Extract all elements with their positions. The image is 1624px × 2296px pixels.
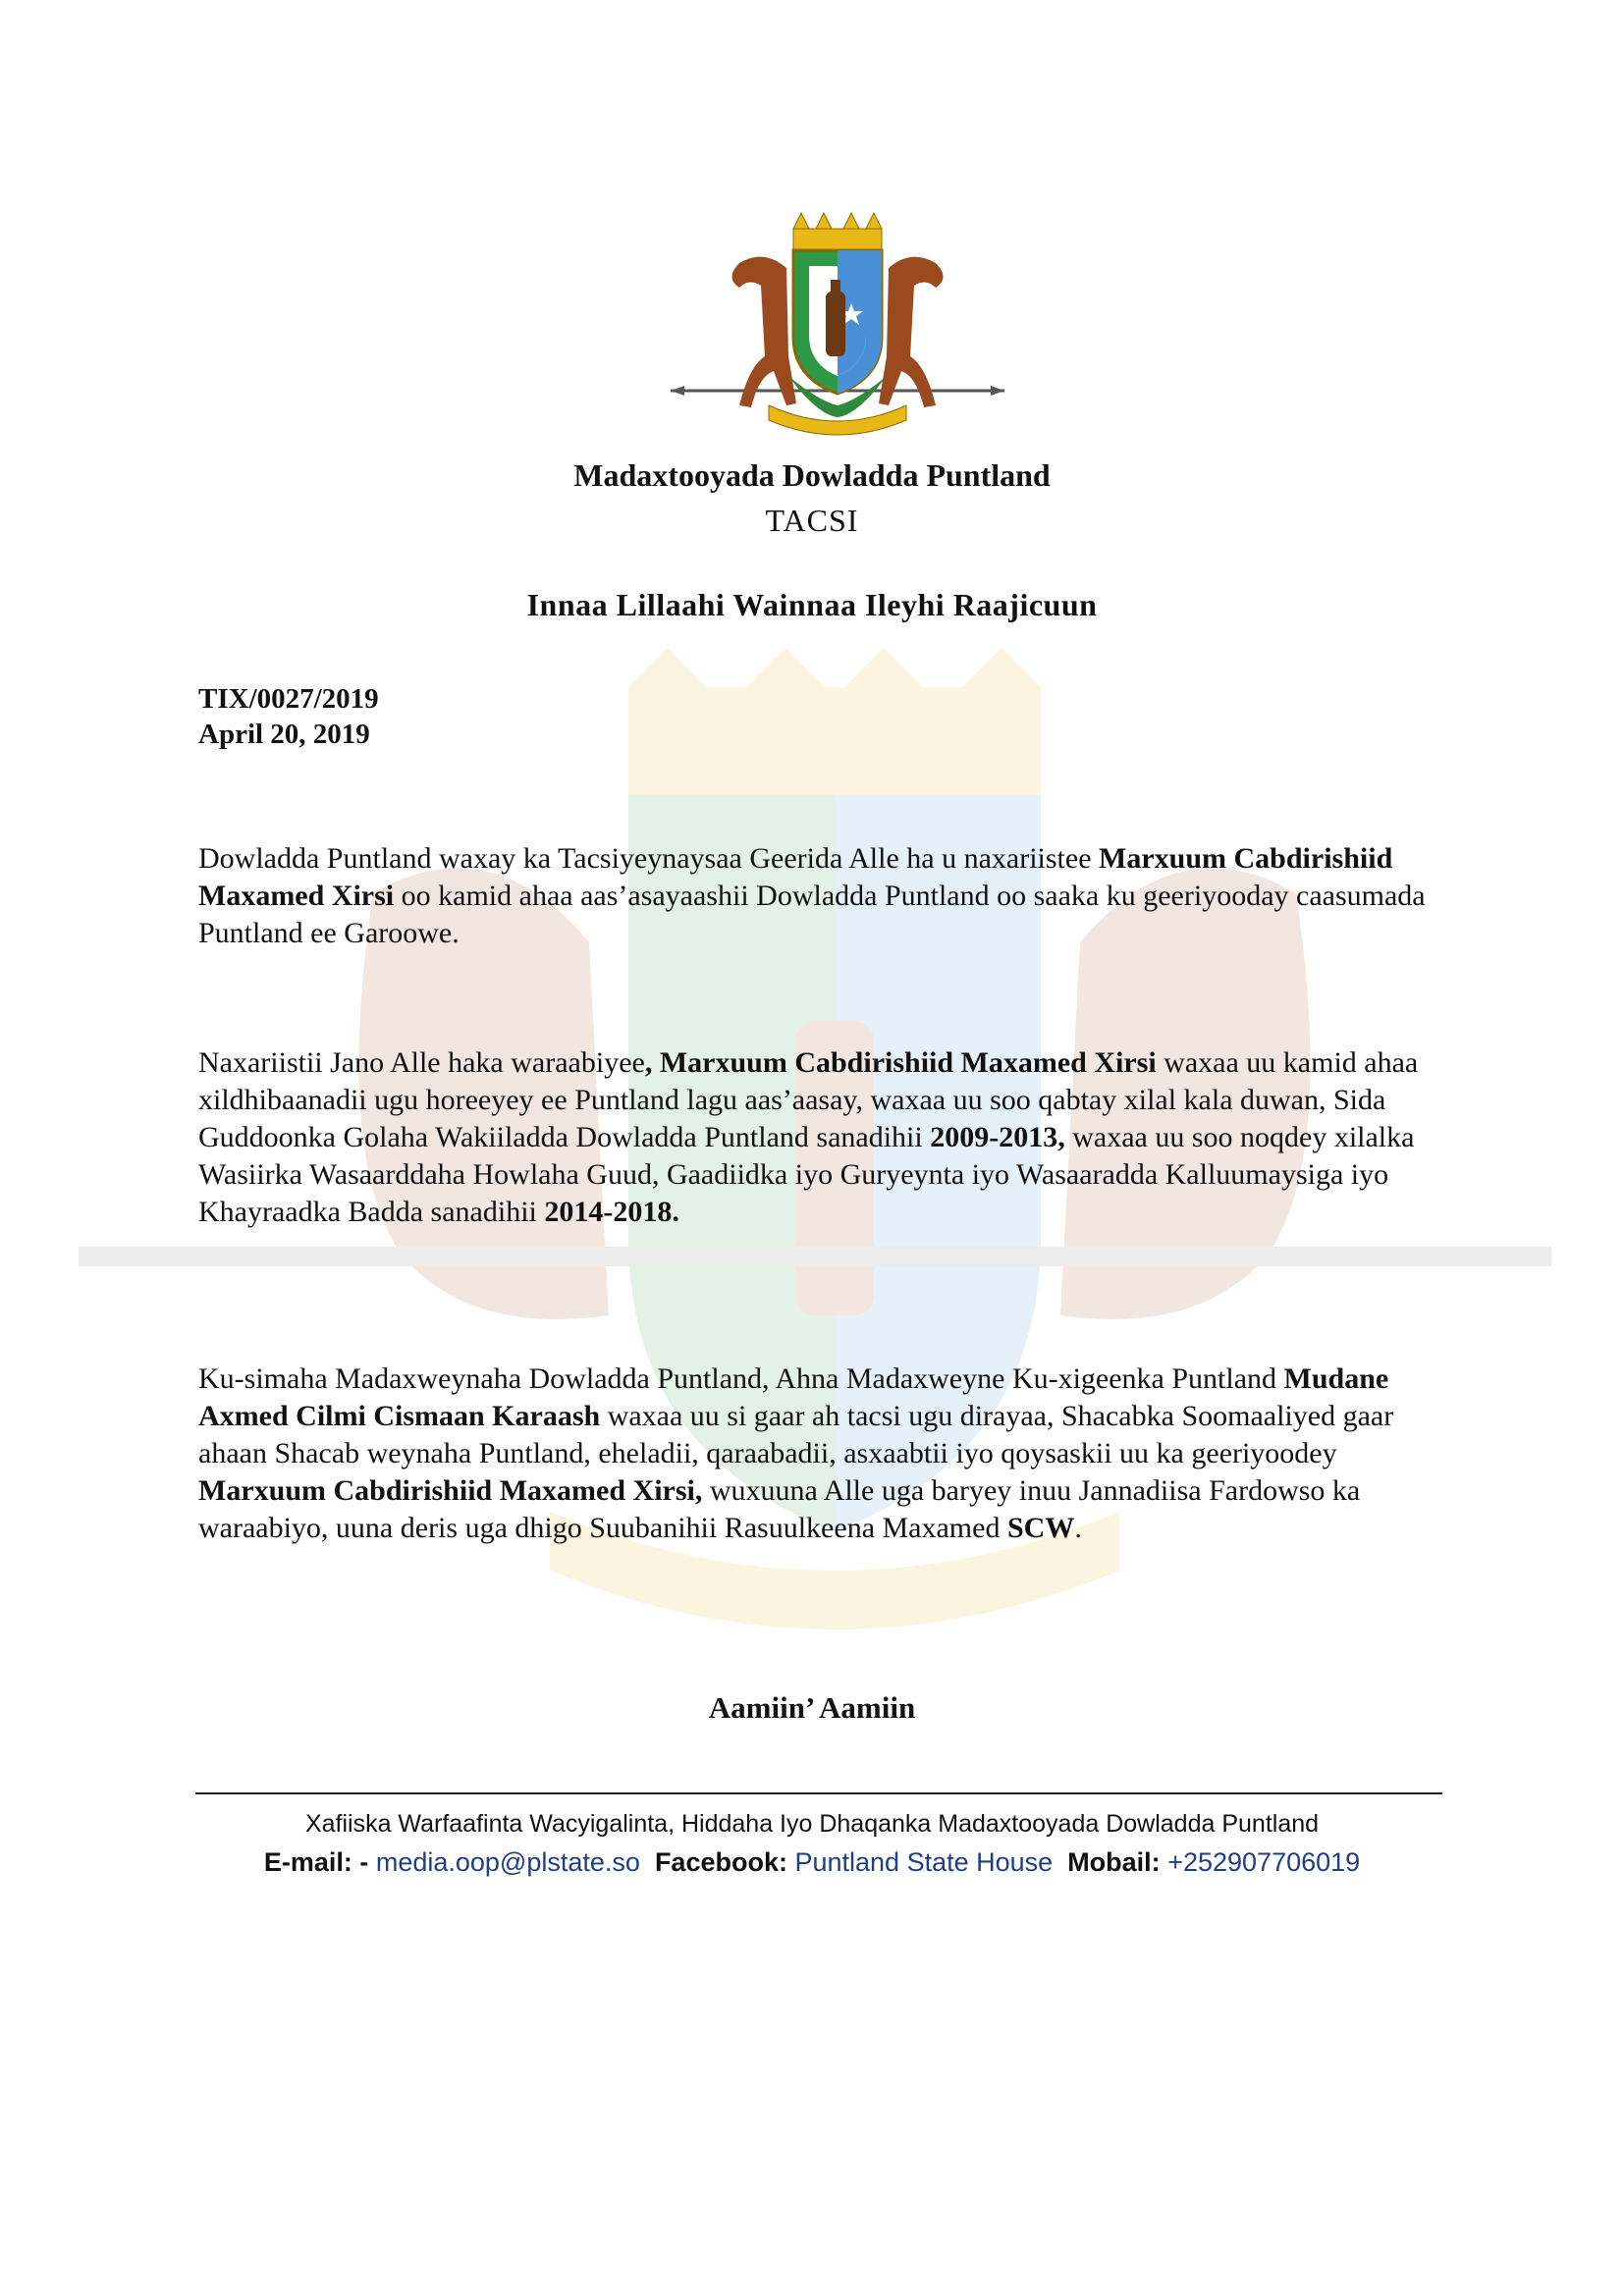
footer-divider bbox=[195, 1792, 1442, 1794]
phone-label: Mobail: bbox=[1067, 1847, 1161, 1877]
p2-bold-3: 2014-2018. bbox=[544, 1196, 679, 1228]
p2-text-3: waxaa uu soo noqdey xilalka Wasiirka Wasaarddaha Howlaha Guud, Gaadiidka iyo Guryeynta iyo Wasaaradda Kalluumaysiga iyo Khayraadka Badda sanadihii bbox=[198, 1121, 1415, 1228]
p1-text-2: oo kamid ahaa aas’asayaashii Dowladda Puntland oo saaka ku geeriyooday caasumada Puntland ee Garoowe. bbox=[198, 880, 1426, 949]
facebook-link[interactable]: Puntland State House bbox=[794, 1847, 1054, 1877]
p1-text-1: Dowladda Puntland waxay ka Tacsiyeynaysaa Geerida Alle ha u naxariistee bbox=[198, 842, 1100, 875]
p2-bold-2: 2009-2013, bbox=[930, 1121, 1065, 1153]
paragraph-1 bbox=[198, 840, 1445, 952]
p3-bold-3: SCW bbox=[1006, 1512, 1075, 1544]
page-title: Madaxtooyada Dowladda Puntland bbox=[573, 457, 1051, 493]
facebook-label: Facebook bbox=[654, 1847, 779, 1877]
footer-contacts bbox=[0, 1847, 1624, 1878]
p2-text-2: waxaa uu kamid ahaa xildhibaanadii ugu horeeyey ee Puntland lagu aas’aasay, waxaa uu soo qabtay xilal kala duwan, Sida Guddoonka Golaha Wakiiladda Dowladda Puntland sanadihii bbox=[198, 1046, 1419, 1153]
coat-of-arms-emblem bbox=[671, 209, 1004, 445]
verse-heading: Innaa Lillaahi Wainnaa Ileyhi Raajicuun bbox=[526, 587, 1098, 622]
p2-bold-1: , Marxuum Cabdirishiid Maxamed Xirsi bbox=[644, 1046, 1157, 1079]
phone-number[interactable]: +252907706019 bbox=[1167, 1847, 1361, 1877]
closing-prayer: Aamiin’ Aamiin bbox=[708, 1690, 916, 1725]
p3-bold-2: Marxuum Cabdirishiid Maxamed Xirsi, bbox=[198, 1474, 703, 1507]
document-type: TACSI bbox=[765, 503, 859, 538]
paragraph-2 bbox=[198, 1044, 1445, 1231]
p3-text-2: waxaa uu si gaar ah tacsi ugu dirayaa, Shacabka Soomaaliyed gaar ahaan Shacab weynaha Puntland, eheladii, qaraabadii, asxaabtii iyo qoysaskii uu ka geeriyoodey bbox=[198, 1400, 1394, 1469]
reference-block bbox=[198, 681, 379, 752]
p3-text-3: wuxuuna Alle uga baryey inuu Jannadiisa Fardowso ka waraabiyo, uuna deris uga dhigo Suubanihii Rasuulkeena Maxamed bbox=[198, 1474, 1361, 1544]
reference-date: April 20, 2019 bbox=[198, 719, 370, 750]
paragraph-3 bbox=[198, 1361, 1445, 1547]
p2-text-1: Naxariistii Jano Alle haka waraabiyee bbox=[198, 1046, 645, 1079]
footer-office: Xafiiska Warfaafinta Wacyigalinta, Hiddaha Iyo Dhaqanka Madaxtooyada Dowladda Puntland bbox=[304, 1810, 1320, 1838]
email-link[interactable]: media.oop@plstate.so bbox=[375, 1847, 640, 1877]
p3-text-4: . bbox=[1074, 1512, 1082, 1544]
p1-bold-1: Marxuum Cabdirishiid Maxamed Xirsi bbox=[198, 842, 1393, 912]
email-separator: : - bbox=[343, 1847, 376, 1877]
reference-number: TIX/0027/2019 bbox=[198, 683, 379, 715]
p3-bold-1: Mudane Axmed Cilmi Cismaan Karaash bbox=[198, 1362, 1389, 1432]
email-label: E-mail bbox=[263, 1847, 344, 1877]
p3-text-1: Ku-simaha Madaxweynaha Dowladda Puntland, Ahna Madaxweyne Ku-xigeenka Puntland bbox=[198, 1362, 1284, 1395]
facebook-separator: : bbox=[778, 1847, 795, 1877]
